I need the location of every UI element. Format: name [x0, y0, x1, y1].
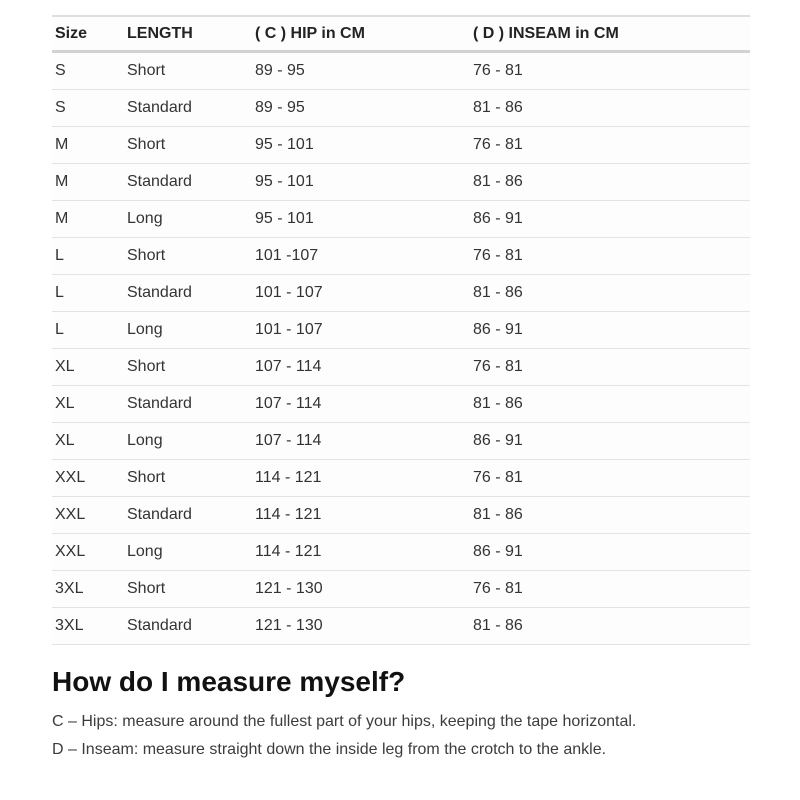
cell-size: XL [52, 423, 124, 460]
cell-hip: 107 - 114 [252, 349, 470, 386]
cell-length: Short [124, 349, 252, 386]
cell-length: Short [124, 238, 252, 275]
cell-length: Short [124, 52, 252, 90]
table-row [52, 201, 750, 238]
cell-inseam: 86 - 91 [470, 423, 750, 460]
cell-size: M [52, 127, 124, 164]
cell-hip: 95 - 101 [252, 164, 470, 201]
cell-length: Standard [124, 497, 252, 534]
table-row [52, 386, 750, 423]
cell-hip: 89 - 95 [252, 52, 470, 90]
table-row [52, 497, 750, 534]
cell-length: Long [124, 201, 252, 238]
cell-hip: 89 - 95 [252, 90, 470, 127]
column-header-length: LENGTH [124, 16, 252, 52]
cell-hip: 114 - 121 [252, 497, 470, 534]
cell-size: S [52, 52, 124, 90]
cell-hip: 121 - 130 [252, 571, 470, 608]
cell-hip: 101 - 107 [252, 312, 470, 349]
cell-length: Short [124, 127, 252, 164]
cell-inseam: 81 - 86 [470, 90, 750, 127]
cell-inseam: 76 - 81 [470, 238, 750, 275]
cell-inseam: 81 - 86 [470, 497, 750, 534]
cell-length: Standard [124, 164, 252, 201]
table-row [52, 423, 750, 460]
column-header-size: Size [52, 16, 124, 52]
table-row [52, 90, 750, 127]
cell-size: XL [52, 349, 124, 386]
cell-size: XXL [52, 497, 124, 534]
cell-length: Long [124, 534, 252, 571]
cell-hip: 95 - 101 [252, 127, 470, 164]
cell-hip: 114 - 121 [252, 460, 470, 497]
cell-inseam: 81 - 86 [470, 386, 750, 423]
table-row [52, 571, 750, 608]
table-row [52, 608, 750, 645]
table-row [52, 127, 750, 164]
cell-size: XXL [52, 460, 124, 497]
cell-size: L [52, 238, 124, 275]
cell-inseam: 81 - 86 [470, 608, 750, 645]
measure-instruction-inseam: D – Inseam: measure straight down the inside leg from the crotch to the ankle. [52, 741, 607, 758]
table-row [52, 312, 750, 349]
cell-inseam: 76 - 81 [470, 349, 750, 386]
cell-hip: 107 - 114 [252, 423, 470, 460]
cell-hip: 95 - 101 [252, 201, 470, 238]
cell-hip: 107 - 114 [252, 386, 470, 423]
cell-inseam: 86 - 91 [470, 534, 750, 571]
size-chart-header [52, 16, 750, 52]
cell-hip: 121 - 130 [252, 608, 470, 645]
table-row [52, 164, 750, 201]
table-row [52, 460, 750, 497]
cell-inseam: 86 - 91 [470, 201, 750, 238]
cell-size: XXL [52, 534, 124, 571]
cell-inseam: 76 - 81 [470, 127, 750, 164]
table-row [52, 349, 750, 386]
measure-heading: How do I measure myself? [52, 666, 406, 697]
cell-length: Short [124, 460, 252, 497]
cell-inseam: 81 - 86 [470, 164, 750, 201]
table-row [52, 275, 750, 312]
cell-size: M [52, 201, 124, 238]
cell-inseam: 76 - 81 [470, 460, 750, 497]
cell-hip: 114 - 121 [252, 534, 470, 571]
table-row [52, 534, 750, 571]
size-chart-body [52, 52, 750, 645]
cell-length: Standard [124, 386, 252, 423]
cell-hip: 101 -107 [252, 238, 470, 275]
cell-hip: 101 - 107 [252, 275, 470, 312]
cell-size: 3XL [52, 571, 124, 608]
header-row [52, 16, 750, 52]
measure-instruction-hips: C – Hips: measure around the fullest part of your hips, keeping the tape horizontal. [52, 713, 637, 730]
cell-size: 3XL [52, 608, 124, 645]
column-header-inseam: ( D ) INSEAM in CM [470, 16, 750, 52]
cell-length: Standard [124, 608, 252, 645]
cell-length: Long [124, 423, 252, 460]
column-header-hip: ( C ) HIP in CM [252, 16, 470, 52]
cell-size: L [52, 312, 124, 349]
cell-size: L [52, 275, 124, 312]
cell-length: Long [124, 312, 252, 349]
cell-size: XL [52, 386, 124, 423]
cell-length: Standard [124, 90, 252, 127]
table-row [52, 238, 750, 275]
cell-inseam: 76 - 81 [470, 52, 750, 90]
cell-inseam: 86 - 91 [470, 312, 750, 349]
cell-size: S [52, 90, 124, 127]
cell-size: M [52, 164, 124, 201]
size-chart-table [52, 15, 750, 645]
cell-inseam: 76 - 81 [470, 571, 750, 608]
cell-inseam: 81 - 86 [470, 275, 750, 312]
table-row [52, 52, 750, 90]
cell-length: Standard [124, 275, 252, 312]
cell-length: Short [124, 571, 252, 608]
